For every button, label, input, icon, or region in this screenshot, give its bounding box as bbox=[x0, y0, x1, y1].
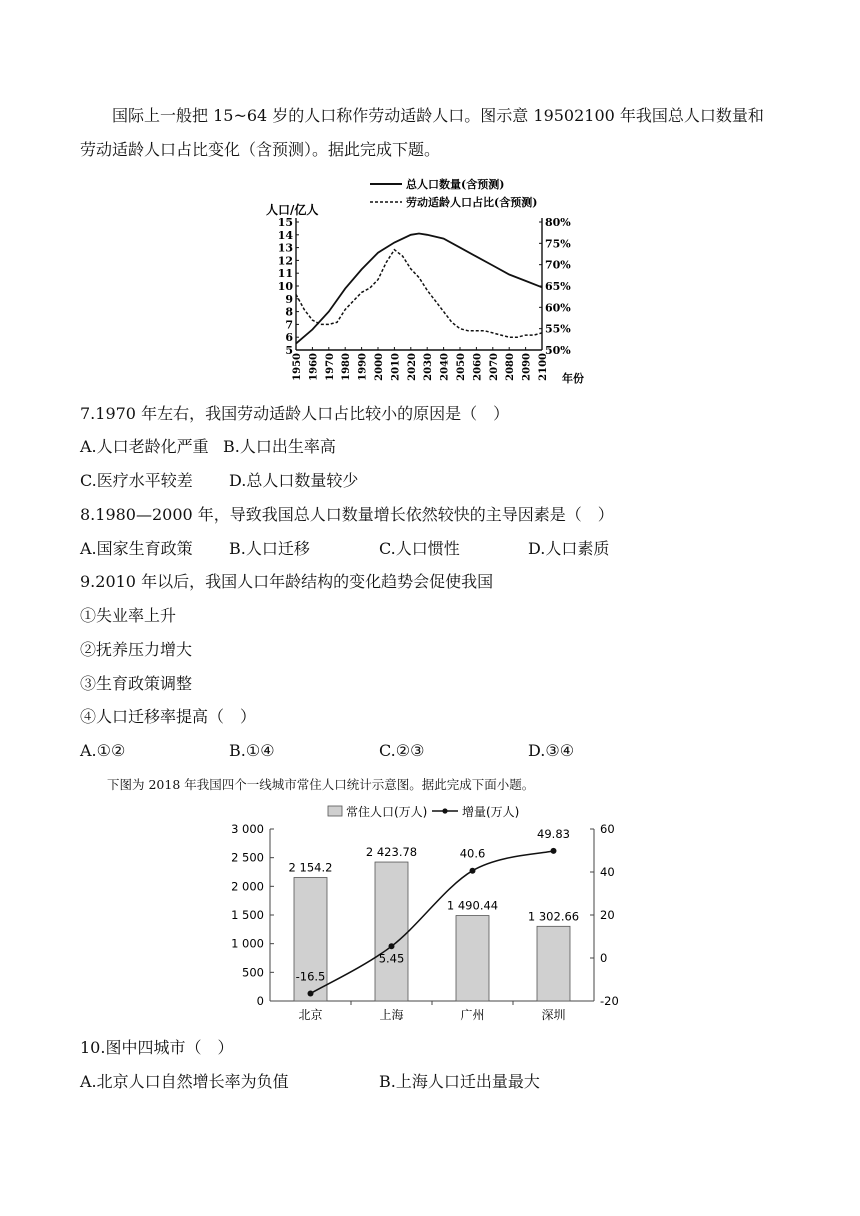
bar-value-label: 2 154.2 bbox=[288, 860, 333, 875]
y-tick-label: 1 000 bbox=[231, 936, 264, 951]
chart1-axes bbox=[278, 216, 572, 381]
category-label: 上海 bbox=[379, 1008, 404, 1022]
q9-item-4: ④人口迁移率提高（ ） bbox=[80, 707, 257, 726]
q10-stem: 10.图中四城市（ ） bbox=[80, 1038, 234, 1057]
y-tick-label: 6 bbox=[285, 331, 293, 345]
q10-option-b[interactable]: B.上海人口迁出量最大 bbox=[379, 1072, 540, 1091]
working-age-ratio-line bbox=[296, 250, 542, 338]
chart1-series bbox=[296, 234, 542, 344]
y-tick-label: 8 bbox=[285, 305, 293, 319]
y-tick-label: 3 000 bbox=[231, 822, 264, 836]
q8-option-a[interactable]: A.国家生育政策 bbox=[80, 539, 193, 558]
x-tick-label: 1960 bbox=[308, 353, 320, 381]
x-tick-label: 2080 bbox=[505, 353, 517, 381]
y-tick-label: 0 bbox=[256, 994, 264, 1008]
population-bar bbox=[375, 862, 408, 1001]
y-tick-label: 1 500 bbox=[231, 908, 264, 922]
y-tick-label: 10 bbox=[277, 280, 293, 293]
increase-point bbox=[470, 868, 476, 874]
x-tick-label: 1980 bbox=[341, 353, 353, 381]
y2-tick-label: -20 bbox=[600, 994, 619, 1008]
intro-line-2: 劳动适龄人口占比变化（含预测）。据此完成下题。 bbox=[80, 140, 441, 159]
y2-tick-label: 65% bbox=[545, 280, 571, 293]
legend-label-ratio: 劳动适龄人口占比(含预测) bbox=[406, 196, 538, 209]
population-bar bbox=[456, 916, 489, 1001]
q7-option-b[interactable]: B.人口出生率高 bbox=[223, 437, 336, 456]
x-tick-label: 2020 bbox=[406, 353, 418, 381]
y2-tick-label: 70% bbox=[545, 258, 571, 272]
y-tick-label: 2 000 bbox=[231, 879, 264, 894]
y-tick-label: 7 bbox=[285, 318, 293, 332]
x-tick-label: 2030 bbox=[423, 353, 435, 381]
x-tick-label: 2050 bbox=[456, 353, 467, 381]
y-tick-label: 14 bbox=[277, 228, 293, 242]
q9-option-b[interactable]: B.①④ bbox=[229, 741, 275, 760]
x-tick-label: 1990 bbox=[357, 353, 369, 381]
x-tick-label: 2040 bbox=[439, 353, 451, 381]
q7-option-a[interactable]: A.人口老龄化严重 bbox=[80, 437, 209, 456]
y2-tick-label: 40 bbox=[600, 865, 615, 879]
q7-option-d[interactable]: D.总人口数量较少 bbox=[229, 471, 359, 490]
y2-tick-label: 75% bbox=[545, 237, 571, 251]
increase-value-label: -16.5 bbox=[295, 969, 326, 984]
increase-value-label: 5.45 bbox=[378, 951, 405, 966]
y-tick-label: 2 500 bbox=[231, 850, 264, 865]
category-label: 深圳 bbox=[541, 1008, 566, 1022]
chart1-legend bbox=[370, 177, 537, 209]
x-tick-label: 2000 bbox=[374, 353, 385, 381]
intro-2: 下图为 2018 年我国四个一线城市常住人口统计示意图。据此完成下面小题。 bbox=[107, 777, 535, 792]
total-population-line bbox=[296, 234, 542, 344]
legend-bar-swatch bbox=[328, 806, 342, 816]
q9-option-c[interactable]: C.②③ bbox=[379, 741, 425, 760]
x-tick-label: 2070 bbox=[488, 353, 500, 381]
x-tick-label: 1950 bbox=[292, 353, 303, 381]
category-label: 广州 bbox=[460, 1008, 485, 1022]
y2-tick-label: 60 bbox=[600, 822, 615, 836]
y2-tick-label: 20 bbox=[600, 908, 615, 922]
legend-label-increase: 增量(万人) bbox=[462, 805, 520, 819]
increase-value-label: 49.83 bbox=[537, 826, 570, 841]
population-bar bbox=[537, 926, 570, 1001]
y-tick-label: 13 bbox=[277, 241, 293, 255]
q9-item-1: ①失业率上升 bbox=[80, 606, 177, 625]
x-axis-title: 年份 bbox=[562, 372, 584, 385]
x-tick-label: 1970 bbox=[324, 353, 336, 381]
x-tick-label: 2060 bbox=[472, 353, 484, 381]
legend-label-population: 常住人口(万人) bbox=[346, 805, 428, 819]
q9-option-a[interactable]: A.①② bbox=[80, 741, 126, 760]
chart2-bars bbox=[289, 845, 580, 1001]
q10-option-a[interactable]: A.北京人口自然增长率为负值 bbox=[80, 1072, 289, 1091]
q8-option-d[interactable]: D.人口素质 bbox=[528, 539, 610, 558]
y-tick-label: 12 bbox=[277, 254, 293, 268]
population-line-chart bbox=[262, 172, 602, 390]
intro-line-1: 国际上一般把 15~64 岁的人口称作劳动适龄人口。图示意 19502100 年我国总人口数量和 bbox=[112, 106, 764, 125]
bar-value-label: 1 302.66 bbox=[527, 909, 580, 924]
y-tick-label: 500 bbox=[242, 965, 264, 980]
y-tick-label: 11 bbox=[277, 267, 293, 281]
chart2-legend bbox=[328, 804, 519, 819]
increase-point bbox=[389, 943, 395, 949]
y-tick-label: 9 bbox=[285, 292, 293, 306]
x-tick-label: 2010 bbox=[390, 353, 402, 381]
q7-option-c[interactable]: C.医疗水平较差 bbox=[80, 471, 193, 490]
legend-label-total: 总人口数量(含预测) bbox=[406, 178, 505, 191]
q9-item-2: ②抚养压力增大 bbox=[80, 640, 193, 659]
x-tick-label: 2100 bbox=[538, 353, 549, 381]
y2-tick-label: 60% bbox=[545, 301, 571, 315]
q8-option-c[interactable]: C.人口惯性 bbox=[379, 539, 460, 558]
bar-value-label: 2 423.78 bbox=[365, 845, 418, 860]
q7-stem: 7.1970 年左右，我国劳动适龄人口占比较小的原因是（ ） bbox=[80, 404, 510, 423]
y-tick-label: 15 bbox=[277, 216, 293, 229]
y2-tick-label: 55% bbox=[545, 322, 571, 336]
y2-tick-label: 80% bbox=[545, 216, 571, 229]
y-tick-label: 5 bbox=[285, 344, 293, 357]
bar-value-label: 1 490.44 bbox=[446, 898, 499, 913]
increase-point bbox=[308, 990, 314, 996]
y2-tick-label: 0 bbox=[600, 951, 608, 965]
legend-dot bbox=[442, 808, 447, 813]
q9-stem: 9.2010 年以后，我国人口年龄结构的变化趋势会促使我国 bbox=[80, 572, 494, 591]
q9-item-3: ③生育政策调整 bbox=[80, 674, 193, 693]
q9-option-d[interactable]: D.③④ bbox=[528, 741, 575, 760]
city-population-chart bbox=[222, 800, 640, 1026]
x-tick-label: 2090 bbox=[521, 353, 533, 381]
increase-point bbox=[551, 848, 557, 854]
y2-tick-label: 50% bbox=[545, 344, 571, 357]
q8-stem: 8.1980—2000 年，导致我国总人口数量增长依然较快的主导因素是（ ） bbox=[80, 505, 614, 524]
category-label: 北京 bbox=[298, 1008, 323, 1022]
q8-option-b[interactable]: B.人口迁移 bbox=[229, 539, 310, 558]
increase-value-label: 40.6 bbox=[459, 846, 486, 861]
increase-line bbox=[311, 851, 554, 994]
y-axis-title: 人口/亿人 bbox=[266, 203, 319, 217]
